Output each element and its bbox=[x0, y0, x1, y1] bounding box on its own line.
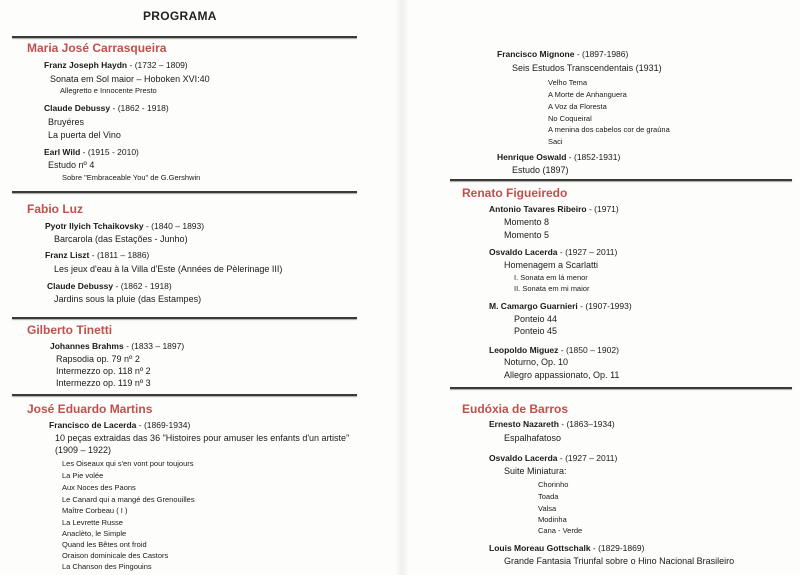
piece-title: A Morte de Anhanguera bbox=[548, 90, 627, 99]
section-divider bbox=[12, 36, 357, 38]
piece-title: La Levrette Russe bbox=[62, 518, 123, 527]
work-title: Jardins sous la pluie (das Estampes) bbox=[54, 294, 202, 304]
performer-name: Fabio Luz bbox=[27, 202, 83, 216]
composer: Leopoldo Miguez - (1850 – 1902) bbox=[489, 345, 619, 355]
piece-title: Maître Corbeau ( I ) bbox=[62, 506, 128, 515]
piece-title: La Chanson des Pingouins bbox=[62, 562, 152, 571]
composer: Antonio Tavares Ribeiro - (1971) bbox=[489, 204, 619, 214]
work-title: Intermezzo op. 118 nº 2 bbox=[56, 366, 151, 376]
piece-title: Chorinho bbox=[538, 480, 569, 489]
work-title: Momento 8 bbox=[504, 217, 550, 227]
work-title: Ponteio 44 bbox=[514, 314, 558, 324]
work-title: Momento 5 bbox=[504, 230, 550, 240]
piece-title: Velho Tema bbox=[548, 78, 588, 87]
section-divider bbox=[12, 191, 357, 193]
composer: Louis Moreau Gottschalk - (1829-1869) bbox=[489, 543, 645, 553]
work-title: Suite Miniatura: bbox=[504, 466, 567, 476]
piece-title: Le Canard qui a mangé des Grenouilles bbox=[62, 495, 195, 504]
work-title: Espalhafatoso bbox=[504, 433, 562, 443]
composer: Francisco de Lacerda - (1869-1934) bbox=[49, 420, 191, 430]
work-title: Sonata em Sol maior – Hoboken XVI:40 bbox=[50, 74, 210, 84]
work-title: Rapsodia op. 79 nº 2 bbox=[56, 354, 140, 364]
movement: II. Sonata em mi maior bbox=[514, 284, 590, 293]
piece-title: La Pie volée bbox=[62, 471, 104, 480]
piece-title: Aux Noces des Paons bbox=[62, 483, 136, 492]
work-title: Ponteio 45 bbox=[514, 326, 558, 336]
movement: Allegretto e Innocente Presto bbox=[60, 86, 157, 95]
work-title: Estudo (1897) bbox=[512, 165, 569, 175]
composer: Franz Liszt - (1811 – 1886) bbox=[45, 250, 150, 260]
work-title: Les jeux d'eau à la Villa d'Este (Années de Pèlerinage III) bbox=[54, 264, 283, 274]
composer: Claude Debussy - (1862 - 1918) bbox=[47, 281, 172, 291]
work-title: 10 peças extraidas das 36 "Histoires pour amuser les enfants d'un artiste" bbox=[55, 433, 350, 443]
section-divider bbox=[12, 317, 357, 319]
piece-title: Anaclèto, le Simple bbox=[62, 529, 127, 538]
piece-title: A menina dos cabelos cor de graúna bbox=[548, 125, 670, 134]
piece-title: No Coqueiral bbox=[548, 114, 592, 123]
composer: Henrique Oswald - (1852-1931) bbox=[497, 152, 621, 162]
work-title: Seis Estudos Transcendentais (1931) bbox=[512, 63, 662, 73]
section-divider bbox=[12, 394, 357, 396]
work-title: Grande Fantasia Triunfal sobre o Hino Nacional Brasileiro bbox=[504, 556, 735, 566]
work-title: Barcarola (das Estações - Junho) bbox=[54, 234, 188, 244]
performer-name: Maria José Carrasqueira bbox=[27, 41, 167, 55]
movement: Sobre "Embraceable You" de G.Gershwin bbox=[62, 173, 201, 182]
composer: Ernesto Nazareth - (1863–1934) bbox=[489, 419, 615, 429]
work-title: Homenagem a Scarlatti bbox=[504, 260, 599, 270]
work-title: Intermezzo op. 119 nº 3 bbox=[56, 378, 151, 388]
piece-title: Modinha bbox=[538, 515, 567, 524]
composer: Claude Debussy - (1862 - 1918) bbox=[44, 103, 169, 113]
performer-name: Gilberto Tinetti bbox=[27, 323, 113, 337]
performer-name: Renato Figueiredo bbox=[462, 186, 568, 200]
work-title: Estudo nº 4 bbox=[48, 160, 95, 170]
composer: Earl Wild - (1915 - 2010) bbox=[44, 147, 139, 157]
work-title: Noturno, Op. 10 bbox=[504, 357, 569, 367]
piece-title: Quand les Bêtes ont froid bbox=[62, 540, 147, 549]
work-title: Allegro appassionato, Op. 11 bbox=[504, 370, 620, 380]
composer: Osvaldo Lacerda - (1927 – 2011) bbox=[489, 453, 618, 463]
piece-title: Valsa bbox=[538, 504, 557, 513]
composer: Pyotr Ilyich Tchaikovsky - (1840 – 1893) bbox=[45, 221, 205, 231]
work-title: Bruyéres bbox=[48, 117, 85, 127]
piece-title: Toada bbox=[538, 492, 559, 501]
piece-title: Cana - Verde bbox=[538, 526, 583, 535]
piece-title: A Voz da Floresta bbox=[548, 102, 607, 111]
section-divider bbox=[450, 387, 792, 389]
performer-name: Eudóxia de Barros bbox=[462, 402, 569, 416]
composer: Franz Joseph Haydn - (1732 – 1809) bbox=[44, 60, 188, 70]
work-title: (1909 – 1922) bbox=[55, 445, 112, 455]
composer: Francisco Mignone - (1897-1986) bbox=[497, 49, 629, 59]
piece-title: Les Oiseaux qui s'en vont pour toujours bbox=[62, 459, 194, 468]
composer: Johannes Brahms - (1833 – 1897) bbox=[50, 341, 185, 351]
composer: M. Camargo Guarnieri - (1907-1993) bbox=[489, 301, 632, 311]
piece-title: Oraison dominicale des Castors bbox=[62, 551, 169, 560]
program-title: PROGRAMA bbox=[143, 9, 217, 23]
composer: Osvaldo Lacerda - (1927 – 2011) bbox=[489, 247, 618, 257]
work-title: La puerta del Vino bbox=[48, 130, 121, 140]
movement: I. Sonata em lá menor bbox=[514, 273, 588, 282]
section-divider bbox=[450, 179, 792, 181]
piece-title: Saci bbox=[548, 137, 563, 146]
page-fold bbox=[395, 0, 409, 575]
performer-name: José Eduardo Martins bbox=[27, 402, 153, 416]
